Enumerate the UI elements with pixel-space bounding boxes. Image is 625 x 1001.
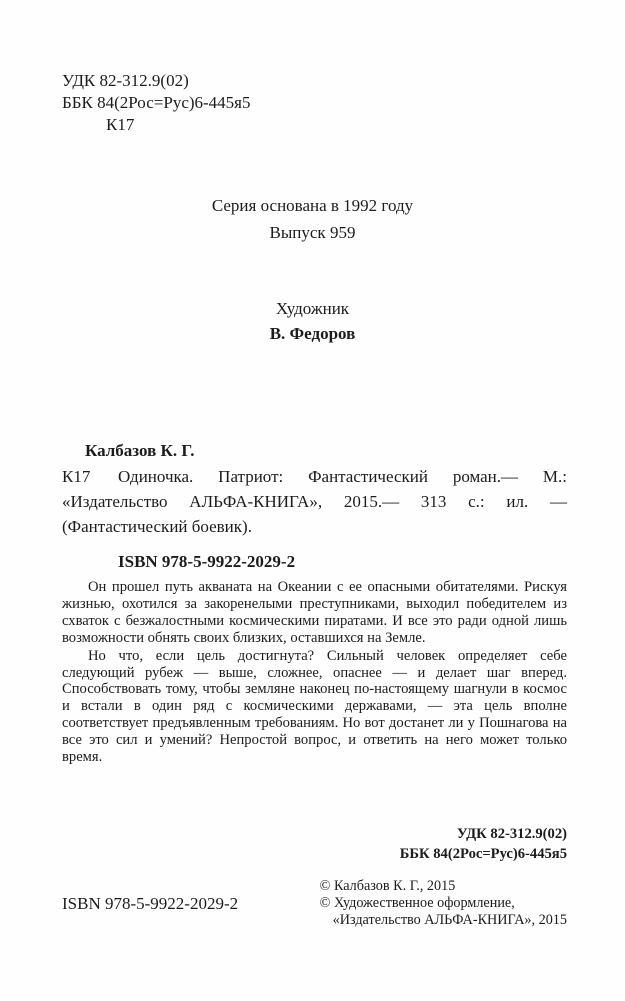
bbk-code-right: ББК 84(2Рос=Рус)6-445я5 bbox=[399, 846, 567, 862]
udk-code-right: УДК 82-312.9(02) bbox=[456, 826, 567, 842]
bibliographic-description: Одиночка. Патриот: Фантастический роман.— М.: «Издательство АЛЬФА-КНИГА», 2015.— 313 с.: ил. — (Фантастический боевик). bbox=[62, 467, 567, 536]
series-issue-number: Выпуск 959 bbox=[269, 223, 356, 242]
bibliographic-author: Калбазов К. Г. bbox=[85, 441, 195, 460]
copyright-design-line: © Художественное оформление, bbox=[319, 895, 515, 911]
bibliographic-block bbox=[62, 441, 567, 572]
series-founded-line: Серия основана в 1992 году bbox=[211, 196, 414, 215]
author-sign-entry: К17 bbox=[62, 467, 91, 486]
author-sign-top: К17 bbox=[106, 115, 135, 134]
series-info bbox=[0, 192, 625, 246]
annotation-paragraph-2: Но что, если цель достигнута? Сильный человек определяет себе следующий рубеж — выше, сложнее, опаснее — и делает шаг вперед. Способствовать тому, чтобы земляне наконец по-настоящему шагнули в космос и встали в один ряд с космическими державами, — эта цель вполне соответствует предъявленным требованиям. Но вот достанет ли у Пошнагова на все это сил и умений? Непростой вопрос, и ответить на него может только время. bbox=[62, 647, 567, 766]
isbn-footer: ISBN 978-5-9922-2029-2 bbox=[62, 893, 239, 913]
classification-codes-right bbox=[400, 824, 567, 864]
copyright-publisher-line: «Издательство АЛЬФА-КНИГА», 2015 bbox=[332, 912, 567, 928]
copyright-author-line: © Калбазов К. Г., 2015 bbox=[319, 878, 456, 894]
annotation-paragraph-1: Он прошел путь акваната на Океании с ее опасными обитателями. Рискуя жизнью, охотился за закоренелыми преступниками, выходил победителем из схваток с безжалостными космическими пиратами. И все это ради одной лишь возможности обнять своих близких, оставшихся на Земле. bbox=[62, 579, 567, 646]
bbk-code-top: ББК 84(2Рос=Рус)6-445я5 bbox=[62, 93, 251, 112]
footer-block bbox=[62, 878, 567, 929]
artist-label: Художник bbox=[275, 299, 350, 318]
annotation-block bbox=[62, 579, 567, 766]
artist-name: В. Федоров bbox=[269, 324, 356, 343]
udk-code-top: УДК 82-312.9(02) bbox=[62, 71, 189, 90]
isbn-main: ISBN 978-5-9922-2029-2 bbox=[118, 552, 296, 571]
artist-credit bbox=[0, 296, 625, 346]
classification-codes-top bbox=[62, 70, 251, 136]
copyright-block bbox=[320, 878, 567, 929]
bibliographic-entry bbox=[62, 464, 567, 539]
